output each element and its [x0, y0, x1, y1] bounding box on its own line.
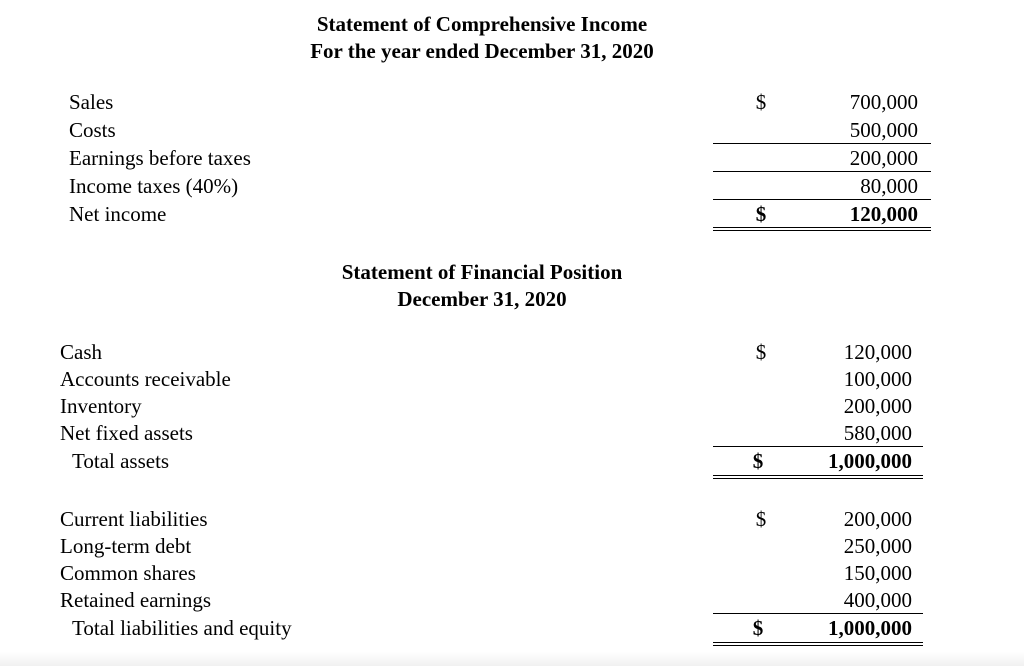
income-currency-sales: $ — [755, 90, 767, 114]
liability-label-current: Current liabilities — [60, 507, 208, 531]
asset-value-inventory: 200,000 — [843, 394, 912, 418]
income-statement-subtitle: For the year ended December 31, 2020 — [310, 39, 654, 63]
equity-value-common-shares: 150,000 — [843, 561, 912, 585]
income-rule-net — [713, 199, 931, 200]
balance-sheet-subtitle: December 31, 2020 — [397, 287, 567, 311]
liability-currency-total: $ — [752, 616, 764, 640]
equity-label-retained-earnings: Retained earnings — [60, 588, 212, 612]
asset-label-fixed-assets: Net fixed assets — [60, 421, 193, 445]
asset-value-cash: 120,000 — [843, 340, 912, 364]
income-value-sales: 700,000 — [849, 90, 918, 114]
income-label-taxes: Income taxes (40%) — [69, 174, 239, 198]
income-value-ebt: 200,000 — [849, 146, 918, 170]
asset-label-receivables: Accounts receivable — [60, 367, 231, 391]
liability-value-long-term-debt: 250,000 — [843, 534, 912, 558]
liability-label-total: Total liabilities and equity — [72, 616, 292, 640]
asset-value-total: 1,000,000 — [828, 449, 912, 473]
asset-label-inventory: Inventory — [60, 394, 142, 418]
income-double-underline — [713, 227, 931, 231]
income-value-costs: 500,000 — [849, 118, 918, 142]
liability-value-total: 1,000,000 — [828, 616, 912, 640]
income-label-ebt: Earnings before taxes — [69, 146, 251, 170]
asset-rule-total — [713, 446, 923, 447]
income-statement-title: Statement of Comprehensive Income — [316, 12, 648, 36]
balance-sheet-title: Statement of Financial Position — [341, 260, 623, 284]
asset-label-cash: Cash — [60, 340, 102, 364]
asset-value-receivables: 100,000 — [843, 367, 912, 391]
liability-rule-total — [713, 613, 923, 614]
equity-label-common-shares: Common shares — [60, 561, 196, 585]
liability-value-current: 200,000 — [843, 507, 912, 531]
page-bottom-edge — [0, 652, 1024, 666]
income-currency-net-income: $ — [755, 202, 767, 226]
asset-currency-total: $ — [752, 449, 764, 473]
liability-currency-current: $ — [755, 507, 767, 531]
asset-double-underline — [713, 475, 923, 479]
income-label-costs: Costs — [69, 118, 116, 142]
income-value-net-income: 120,000 — [849, 202, 918, 226]
liability-label-long-term-debt: Long-term debt — [60, 534, 192, 558]
asset-label-total: Total assets — [72, 449, 170, 473]
asset-value-fixed-assets: 580,000 — [843, 421, 912, 445]
income-label-net-income: Net income — [69, 202, 167, 226]
liability-double-underline — [713, 642, 923, 646]
income-label-sales: Sales — [69, 90, 114, 114]
income-rule-taxes — [713, 171, 931, 172]
asset-currency-cash: $ — [755, 340, 767, 364]
income-rule-subtotal — [713, 143, 931, 144]
income-value-taxes: 80,000 — [860, 174, 918, 198]
equity-value-retained-earnings: 400,000 — [843, 588, 912, 612]
